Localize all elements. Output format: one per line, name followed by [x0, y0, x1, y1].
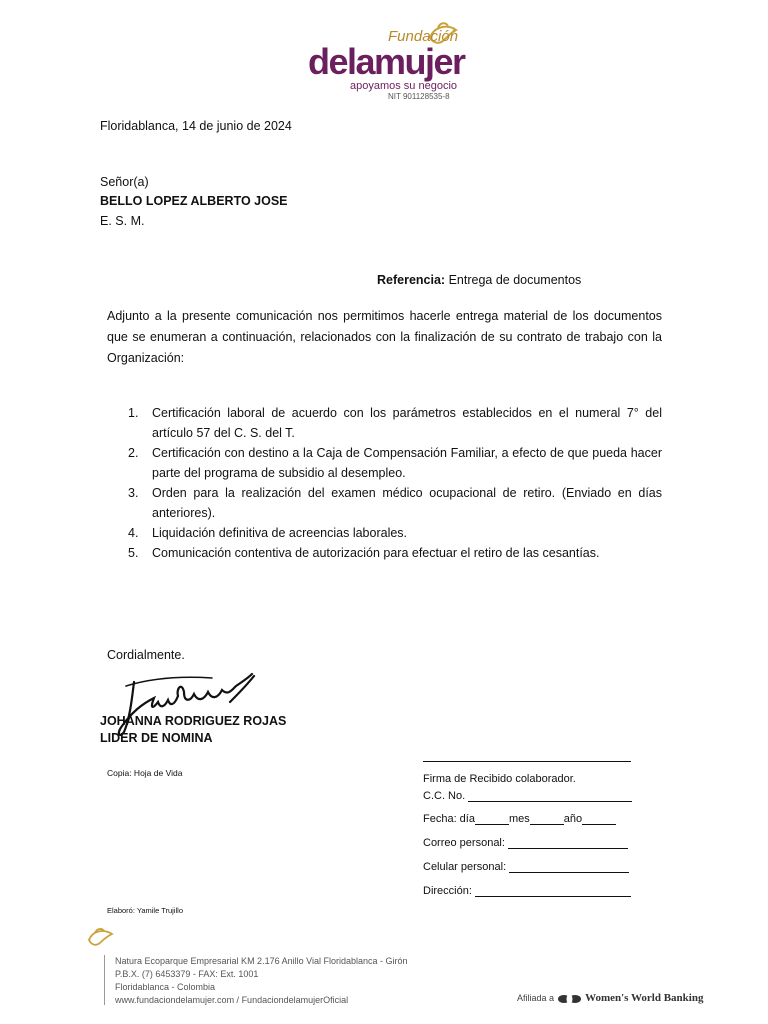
- month-blank: [530, 812, 564, 825]
- year-blank: [582, 812, 616, 825]
- recipient-name: BELLO LOPEZ ALBERTO JOSE: [100, 194, 288, 208]
- reference-line: [377, 272, 581, 288]
- signature-line: [423, 761, 631, 762]
- reference-text: Entrega de documentos: [445, 273, 582, 287]
- footer-web: www.fundaciondelamujer.com / FundaciondelamujerOficial: [115, 995, 349, 1005]
- list-item: 3. Orden para la realización del examen médico ocupacional de retiro. (Enviado en días anteriores).: [128, 486, 662, 520]
- signer-name: JOHANNA RODRIGUEZ ROJAS: [100, 714, 287, 728]
- footer-divider: [104, 955, 105, 1005]
- organization-logo: [308, 20, 468, 102]
- footer-address: Natura Ecoparque Empresarial KM 2.176 Anillo Vial Floridablanca - Girón: [115, 956, 408, 966]
- address-field: Dirección:: [423, 884, 631, 897]
- cc-blank: [468, 789, 632, 802]
- closing: Cordialmente.: [107, 648, 185, 662]
- wwb-logo-icon: [557, 993, 583, 1005]
- recipient-suffix: E. S. M.: [100, 214, 145, 228]
- bird-footer-icon: [86, 926, 116, 948]
- logo-tagline: apoyamos su negocio: [350, 80, 458, 92]
- day-blank: [475, 812, 509, 825]
- affiliation: Afiliada a Women's World Banking: [517, 992, 704, 1004]
- email-field: Correo personal:: [423, 836, 628, 849]
- cc-field: C.C. No.: [423, 789, 632, 802]
- list-item: 5. Comunicación contentiva de autorización para efectuar el retiro de las cesantías.: [128, 546, 600, 560]
- documents-list: [107, 403, 662, 563]
- footer-city: Floridablanca - Colombia: [115, 982, 216, 992]
- list-item: 4. Liquidación definitiva de acreencias laborales.: [128, 526, 408, 540]
- copy-note: Copia: Hoja de Vida: [107, 768, 183, 778]
- phone-field: Celular personal:: [423, 860, 629, 873]
- logo-nit: NIT 901128535-8: [388, 92, 450, 101]
- list-item: 2. Certificación con destino a la Caja de Compensación Familiar, a efecto de que pueda hacer parte del programa de subsidio al desempleo.: [128, 446, 662, 480]
- receipt-signature-label: Firma de Recibido colaborador.: [423, 773, 576, 785]
- footer-phone: P.B.X. (7) 6453379 - FAX: Ext. 1001: [115, 969, 259, 979]
- phone-blank: [509, 860, 629, 873]
- salutation: Señor(a): [100, 175, 149, 189]
- signer-title: LIDER DE NOMINA: [100, 731, 213, 745]
- email-blank: [508, 836, 628, 849]
- date-field: Fecha: día mes año: [423, 812, 616, 825]
- address-blank: [475, 884, 631, 897]
- list-item: 1. Certificación laboral de acuerdo con los parámetros establecidos en el numeral 7° del artículo 57 del C. S. del T.: [128, 406, 662, 440]
- reference-label: Referencia:: [377, 273, 446, 287]
- logo-wordmark: delamujer: [308, 41, 465, 82]
- intro-paragraph: Adjunto a la presente comunicación nos permitimos hacerle entrega material de los documentos que se enumeran a continuación, relacionados con la finalización de su contrato de trabajo con la Organización:: [107, 309, 662, 365]
- logo-line1: Fundación: [388, 28, 459, 45]
- prepared-by: Elaboró: Yamile Trujillo: [107, 906, 184, 915]
- place-date: Floridablanca, 14 de junio de 2024: [100, 119, 292, 133]
